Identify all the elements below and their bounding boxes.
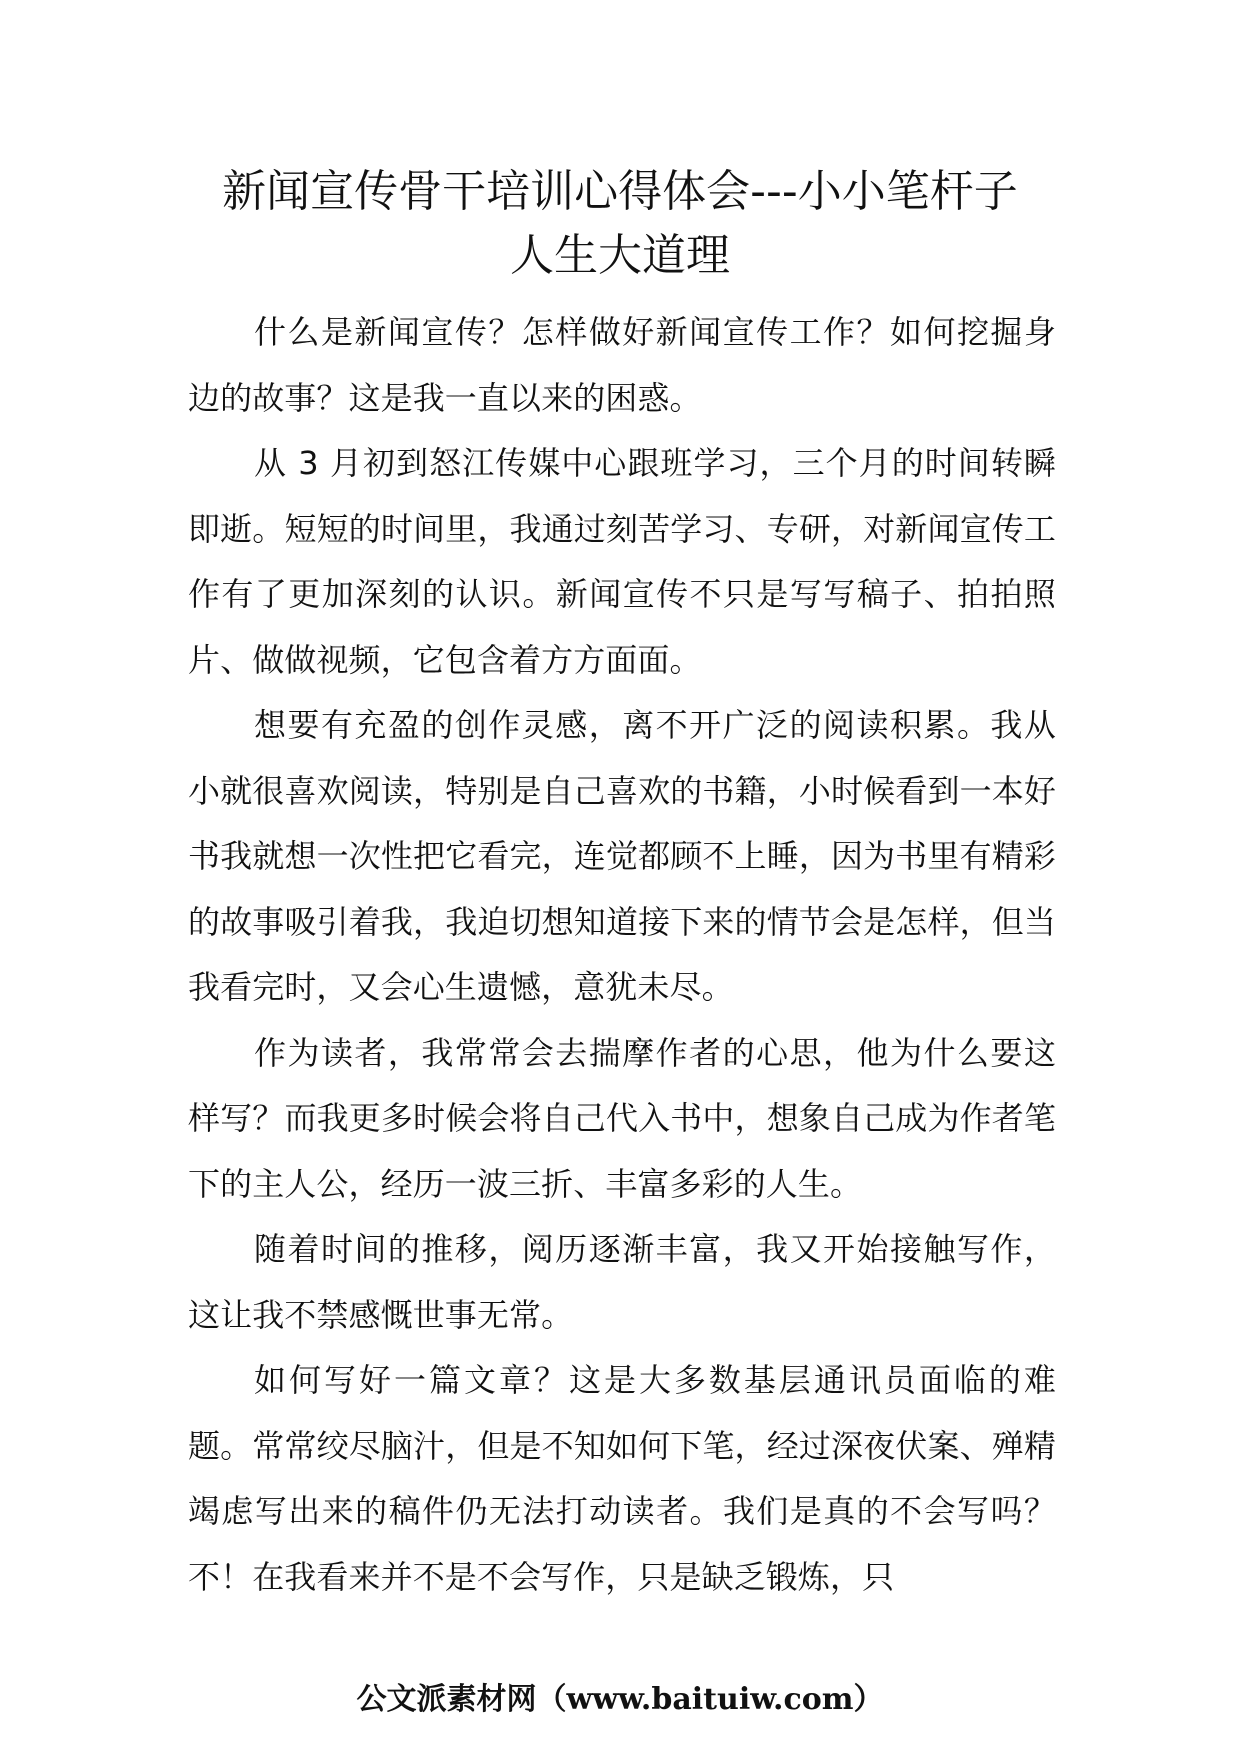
paragraph-3: 想要有充盈的创作灵感，离不开广泛的阅读积累。我从小就很喜欢阅读，特别是自己喜欢的书籍，小时候看到一本好书我就想一次性把它看完，连觉都顾不上睡，因为书里有精彩的故事吸引着我，我迫切想知道接下来的情节会是怎样，但当我看完时，又会心生遗憾，意犹未尽。 [188,706,1056,1006]
footer-watermark: 公文派素材网（www.baituiw.com） [356,1682,884,1717]
paragraph-1: 什么是新闻宣传？怎样做好新闻宣传工作？如何挖掘身边的故事？这是我一直以来的困惑。 [188,313,1056,417]
document-body [188,300,1056,1610]
document-title [150,160,1090,288]
paragraph-4: 作为读者，我常常会去揣摩作者的心思，他为什么要这样写？而我更多时候会将自己代入书中，想象自己成为作者笔下的主人公，经历一波三折、丰富多彩的人生。 [188,1033,1056,1203]
paragraph-2: 从 3 月初到怒江传媒中心跟班学习，三个月的时间转瞬即逝。短短的时间里，我通过刻苦学习、专研，对新闻宣传工作有了更加深刻的认识。新闻宣传不只是写写稿子、拍拍照片、做做视频，它包含着方方面面。 [188,444,1056,679]
title-line-2: 人生大道理 [510,230,730,281]
paragraph-5: 随着时间的推移，阅历逐渐丰富，我又开始接触写作，这让我不禁感慨世事无常。 [188,1230,1056,1334]
title-line-1: 新闻宣传骨干培训心得体会---小小笔杆子 [222,166,1018,217]
paragraph-6: 如何写好一篇文章？这是大多数基层通讯员面临的难题。常常绞尽脑汁，但是不知如何下笔，经过深夜伏案、殚精竭虑写出来的稿件仍无法打动读者。我们是真的不会写吗？不！在我看来并不是不会写作，只是缺乏锻炼，只 [188,1361,1056,1596]
